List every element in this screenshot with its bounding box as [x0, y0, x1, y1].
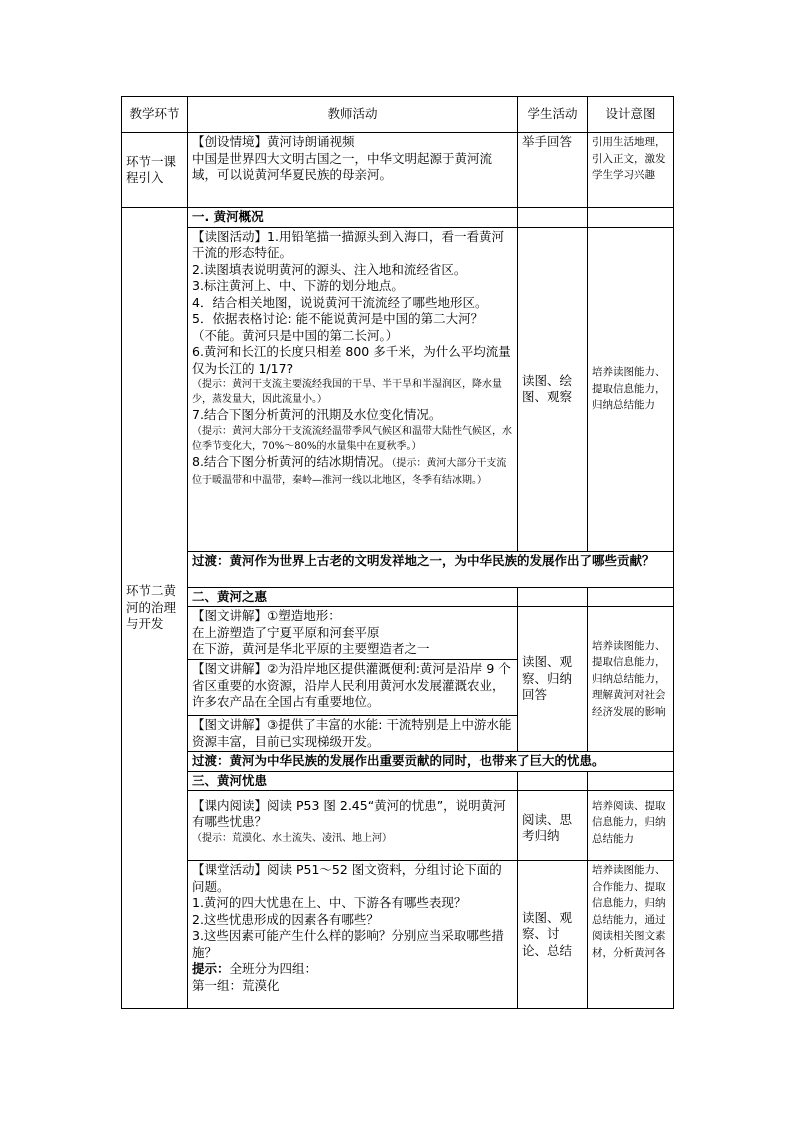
sec1-line-6: （不能。黄河只是中国的第二长河。）: [192, 327, 399, 343]
illustration-tag-1: 【图文讲解】: [192, 608, 268, 623]
header-stage: 教学环节: [122, 97, 188, 133]
sec3-activity-intent: 培养读图能力、合作能力、提取信息能力，归纳总结能力，通过阅读相关图文素材，分析黄河各: [588, 861, 674, 1009]
sec2-part1-row: [122, 607, 674, 660]
sec1-line-5: 5．依据表格讨论: 能不能说黄河是中国的第二大河？: [192, 311, 484, 326]
sec1-line-1: 1.用铅笔描一描源头到入海口，看一看黄河干流的形态特征。: [192, 228, 504, 260]
sec2-part1-line2: 在下游，黄河是华北平原的主要塑造者之一: [192, 641, 430, 656]
situation-tag: 【创设情境】: [192, 134, 268, 149]
stage1-teacher-activity: [188, 133, 518, 208]
sec2-part1: [188, 607, 518, 660]
sec3-activity-row: [122, 861, 674, 1009]
lesson-plan-table: [121, 96, 674, 1009]
sec1-student-activity: 读图、绘图、观察: [518, 227, 588, 551]
sec3-reading-text: 阅读 P53 图 2.45“黄河的忧患”，说明黄河有哪些忧患？: [192, 797, 506, 829]
sec3-question-3: 3.这些因素可能产生什么样的影响？分别应当采取哪些措施？: [192, 928, 504, 960]
reading-tag: 【课内阅读】: [192, 797, 268, 813]
header-design-intent: 设计意图: [588, 97, 674, 133]
sec3-activity-student: 读图、观察、讨论、总结: [518, 861, 588, 1009]
sec1-design-intent: 培养读图能力、提取信息能力，归纳总结能力: [588, 227, 674, 551]
sec2-heading-empty: [518, 587, 588, 607]
sec3-tip-label: 提示：: [192, 961, 230, 976]
sec3-reading-student: 阅读、思考归纳: [518, 797, 588, 861]
sec3-question-2: 2.这些忧患形成的因素各有哪些？: [192, 911, 379, 927]
transition-2: 过渡：黄河为中华民族的发展作出重要贡献的同时，也带来了巨大的忧患。: [188, 752, 674, 772]
sec2-heading-empty: [588, 587, 674, 607]
illustration-tag-2: 【图文讲解】: [192, 661, 268, 676]
transition2-row: [122, 752, 674, 772]
sec3-tip-text: 全班分为四组：: [229, 961, 318, 976]
sec1-line-4: 4．结合相关地图，说说黄河干流流经了哪些地形区。: [192, 294, 488, 310]
sec2-heading-row: [122, 587, 674, 607]
sec1-line-8: 7.结合下图分析黄河的汛期及水位变化情况。: [192, 407, 442, 422]
sec3-heading-empty: [588, 771, 674, 791]
sec2-part3-text: ③提供了丰富的水能: 干流特别是上中游水能资源丰富，目前已实现梯级开发。: [192, 717, 512, 749]
sec3-reading-intent: 培养阅读、提取信息能力，归纳总结能力: [588, 797, 674, 861]
sec2-student-activity: 读图、观察、归纳回答: [518, 607, 588, 752]
sec2-part2-text: ②为沿岸地区提供灌溉便利:黄河是沿岸 9 个省区重要的水资源，沿岸人民利用黄河水发展灌溉农业，许多农产品在全国占有重要地位。: [192, 661, 511, 709]
sec2-part1-title: ①塑造地形：: [267, 608, 341, 623]
sec2-heading: 二、黄河之惠: [188, 587, 518, 607]
table-header-row: [122, 97, 674, 133]
stage2-name: 环节二黄河的治理与开发: [122, 208, 188, 1009]
sec3-group-1: 第一组：荒漠化: [192, 977, 280, 993]
sec1-heading: 一. 黄河概况: [188, 208, 518, 228]
reading-activity-tag: 【读图活动】: [192, 228, 268, 244]
sec1-teacher-activity: [188, 227, 518, 551]
sec2-part3: [188, 716, 518, 752]
sec2-part1-line1: 在上游塑造了宁夏平原和河套平原: [192, 624, 380, 640]
sec3-activity-text: 阅读 P51～52 图文资料，分组讨论下面的问题。: [192, 862, 502, 894]
transition1-row: [122, 551, 674, 587]
stage1-design-intent: 引用生活地理，引入正文，激发学生学习兴趣: [588, 133, 674, 208]
sec1-hint-1: （提示：黄河干支流主要流经我国的干旱、半干旱和半湿润区，降水量少，蒸发量大，因此流量小。）: [192, 379, 502, 405]
sec1-line-9: 8.结合下图分析黄河的结冰期情况。: [192, 453, 392, 469]
header-teacher-activity: 教师活动: [188, 97, 518, 133]
sec1-hint-2: （提示：黄河大部分干支流流经温带季风气候区和温带大陆性气候区，水位季节变化大，70%～80%的水量集中在夏秋季。）: [192, 425, 512, 452]
sec1-heading-empty: [588, 208, 674, 228]
sec2-part2: [188, 660, 518, 716]
sec3-heading-empty: [518, 771, 588, 791]
situation-title: 黄河诗朗诵视频: [267, 134, 355, 149]
transition-1: 过渡：黄河作为世界上古老的文明发祥地之一，为中华民族的发展作出了哪些贡献？: [188, 551, 674, 587]
stage1-row: [122, 133, 674, 208]
sec3-question-1: 1.黄河的四大忧患在上、中、下游各有哪些表现？: [192, 895, 467, 910]
header-student-activity: 学生活动: [518, 97, 588, 133]
sec1-heading-row: [122, 208, 674, 228]
sec3-reading-row: [122, 797, 674, 861]
stage1-student-activity: 举手回答: [518, 133, 588, 208]
sec1-body-row: [122, 227, 674, 551]
situation-text: 中国是世界四大文明古国之一，中华文明起源于黄河流域，可以说黄河华夏民族的母亲河。: [192, 150, 493, 182]
sec1-heading-empty: [518, 208, 588, 228]
sec3-activity: [188, 861, 518, 1009]
sec1-hint-3: （提示：黄河大部分干支流位于暖温带和中温带，秦岭—淮河一线以北地区，冬季有结冰期。）: [192, 457, 507, 486]
sec1-line-3: 3.标注黄河上、中、下游的划分地点。: [192, 278, 404, 293]
stage1-name: 环节一课程引入: [122, 133, 188, 208]
sec1-line-7: 6.黄河和长江的长度只相差 800 多千米，为什么平均流量仅为长江的 1/17?: [192, 344, 511, 376]
sec2-design-intent: 培养读图能力、提取信息能力，归纳总结能力，理解黄河对社会经济发展的影响: [588, 607, 674, 752]
sec3-heading-row: [122, 771, 674, 791]
sec3-heading: 三、黄河忧患: [188, 771, 518, 791]
sec3-reading-hint: （提示：荒漠化、水土流失、凌汛、地上河）: [192, 832, 392, 844]
illustration-tag-3: 【图文讲解】: [192, 717, 268, 732]
sec1-line-2: 2.读图填表说明黄河的源头、注入地和流经省区。: [192, 261, 467, 277]
sec3-reading: [188, 797, 518, 861]
class-activity-tag: 【课堂活动】: [192, 862, 268, 877]
